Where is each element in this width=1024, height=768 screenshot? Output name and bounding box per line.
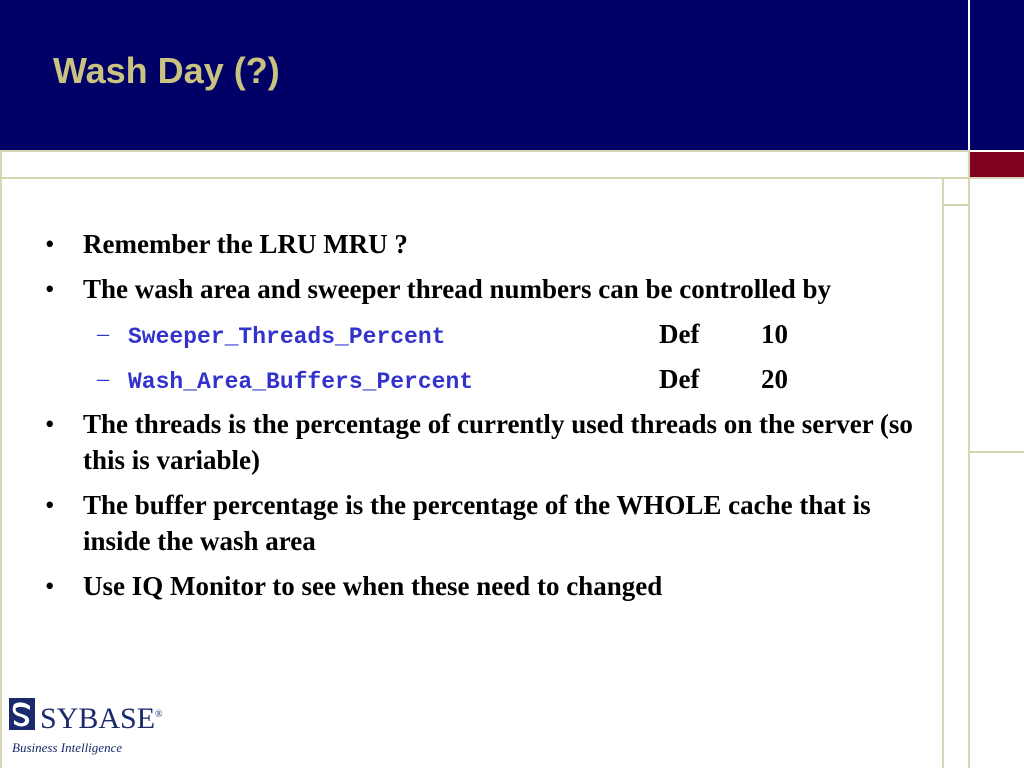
rule-left-vertical — [0, 150, 2, 768]
default-label: Def — [659, 364, 700, 394]
bullet-glyph: • — [45, 490, 55, 520]
rule-upper-horizontal — [0, 177, 1024, 179]
bullet-text: The threads is the percentage of currently used threads on the server (so this is variable) — [83, 409, 913, 475]
bullet-glyph: • — [45, 571, 55, 601]
rule-column-vertical — [968, 150, 970, 768]
sybase-logo — [8, 696, 188, 760]
rule-side-short-horizontal — [942, 204, 970, 206]
dash-glyph: – — [97, 366, 109, 392]
parameter-name: Wash_Area_Buffers_Percent — [128, 369, 474, 395]
bullet-glyph: • — [45, 409, 55, 439]
header-divider — [968, 0, 970, 150]
bullet-list — [45, 406, 925, 604]
slide-title: Wash Day (?) — [53, 50, 280, 91]
sub-bullet-item — [45, 361, 925, 397]
bullet-text: Use IQ Monitor to see when these need to changed — [83, 571, 663, 601]
rule-side-mid-horizontal — [970, 451, 1024, 453]
sybase-logo-icon — [8, 696, 38, 732]
bullet-text: Remember the LRU MRU ? — [83, 229, 408, 259]
sub-bullet-item — [45, 316, 925, 352]
bullet-item — [45, 226, 925, 262]
bullet-item — [45, 487, 925, 559]
accent-block — [970, 152, 1024, 177]
bullet-glyph: • — [45, 274, 55, 304]
header-side-block — [970, 0, 1024, 150]
default-label: Def — [659, 319, 700, 349]
rule-content-right-vertical — [942, 179, 944, 768]
bullet-glyph: • — [45, 229, 55, 259]
dash-glyph: – — [97, 321, 109, 347]
default-value: 20 — [761, 364, 788, 394]
bullet-item — [45, 568, 925, 604]
parameter-name: Sweeper_Threads_Percent — [128, 324, 446, 350]
bullet-item — [45, 271, 925, 307]
logo-tagline: Business Intelligence — [12, 740, 123, 755]
bullet-text: The wash area and sweeper thread numbers can be controlled by — [83, 274, 832, 304]
bullet-list — [45, 226, 925, 307]
default-value: 10 — [761, 319, 788, 349]
sub-bullet-list — [45, 316, 925, 397]
slide-content — [45, 226, 925, 613]
bullet-text: The buffer percentage is the percentage of the WHOLE cache that is inside the wash area — [83, 490, 871, 556]
logo-wordmark: SYBASE® — [40, 702, 163, 735]
bullet-item — [45, 406, 925, 478]
rule-top-horizontal — [0, 150, 970, 152]
